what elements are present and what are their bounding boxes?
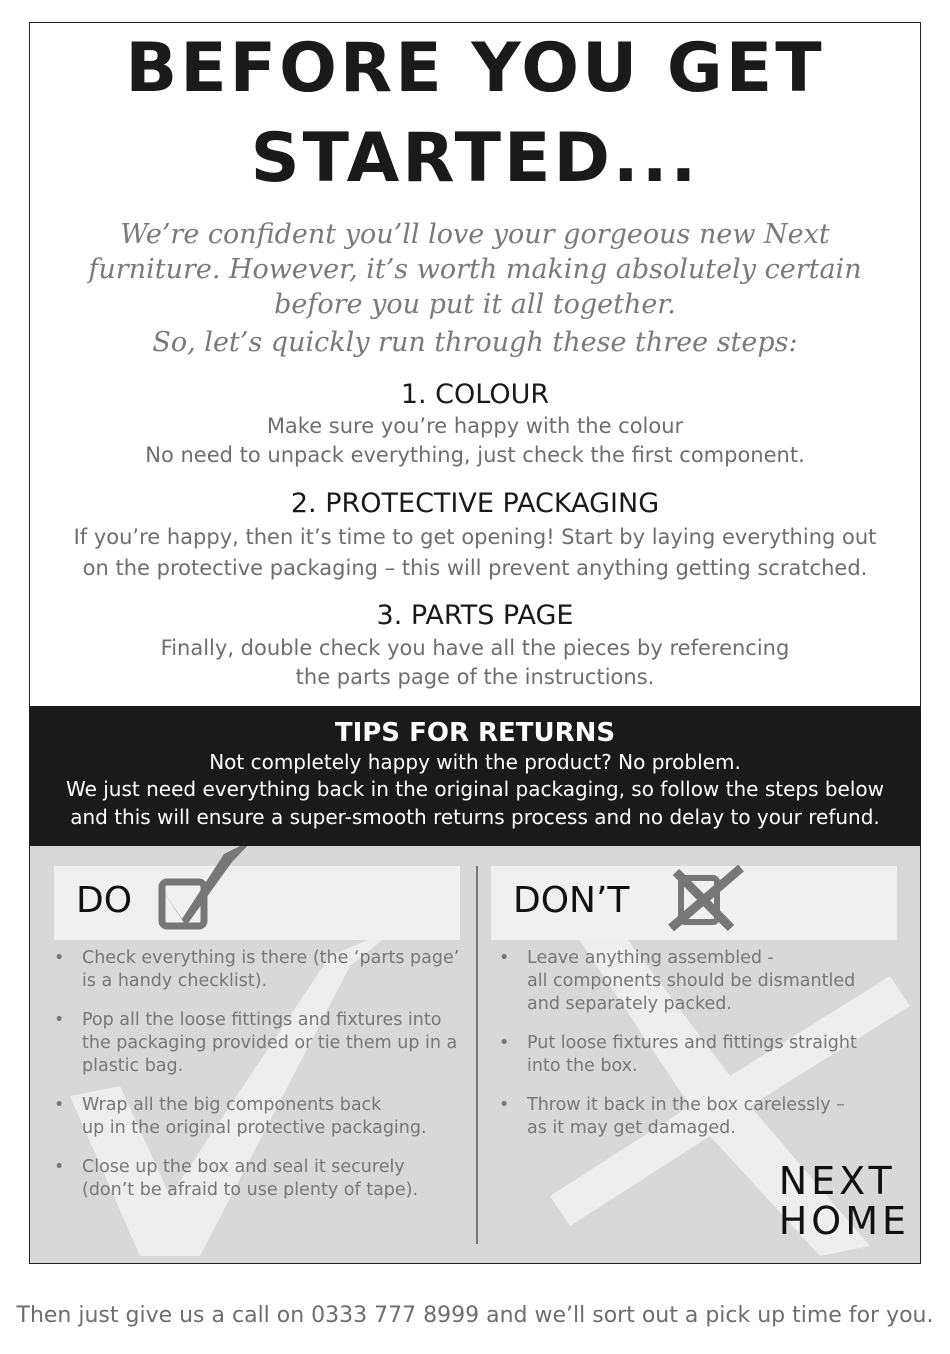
- do-header: [54, 866, 460, 940]
- intro-line: We’re confident you’ll love your gorgeous new Next: [120, 219, 830, 250]
- step-heading: 1. COLOUR: [400, 379, 550, 410]
- do-item: • Check everything is there (the ‘parts page’ is a handy checklist).: [54, 947, 459, 993]
- column-divider: [476, 866, 478, 1244]
- do-item: • Pop all the loose fittings and fixtures into the packaging provided or tie them up in a plastic bag.: [54, 1009, 459, 1078]
- checkbox-check-icon: [154, 846, 264, 944]
- title-line-1: BEFORE YOU GET: [125, 29, 825, 108]
- step-text: on the protective packaging – this will prevent anything getting scratched.: [82, 556, 868, 580]
- step-text: the parts page of the instructions.: [295, 665, 655, 689]
- do-dont-panel: [30, 846, 920, 1263]
- do-item: • Wrap all the big components back up in the original protective packaging.: [54, 1094, 459, 1140]
- next-home-logo: NEXT HOME: [778, 1159, 910, 1243]
- intro-line: furniture. However, it’s worth making absolutely certain: [88, 254, 862, 285]
- dont-item: • Leave anything assembled - all components should be dismantled and separately packed.: [499, 947, 857, 1016]
- dont-list: [499, 947, 857, 1156]
- dont-item: • Put loose fixtures and fittings straight into the box.: [499, 1032, 857, 1078]
- returns-banner: [29, 706, 921, 846]
- step-heading: 2. PROTECTIVE PACKAGING: [290, 488, 660, 519]
- returns-heading: TIPS FOR RETURNS: [334, 718, 616, 748]
- title-line-2: STARTED...: [250, 119, 700, 198]
- footer-text: Then just give us a call on 0333 777 8999 and we’ll sort out a pick up time for you.: [16, 1303, 934, 1328]
- do-label: DO: [76, 880, 133, 921]
- do-list: [54, 947, 459, 1218]
- do-item: • Close up the box and seal it securely (don’t be afraid to use plenty of tape).: [54, 1156, 459, 1202]
- returns-text: and this will ensure a super-smooth returns process and no delay to your refund.: [70, 805, 880, 829]
- step-text: Finally, double check you have all the pieces by referencing: [160, 636, 790, 660]
- step-heading: 3. PARTS PAGE: [376, 600, 574, 631]
- intro-line: So, let’s quickly run through these three steps:: [152, 327, 798, 358]
- dont-header: [491, 866, 897, 940]
- checkbox-cross-icon: [671, 858, 761, 948]
- dont-item: • Throw it back in the box carelessly – as it may get damaged.: [499, 1094, 857, 1140]
- step-text: Make sure you’re happy with the colour: [266, 414, 684, 438]
- returns-text: We just need everything back in the original packaging, so follow the steps below: [65, 777, 885, 801]
- dont-label: DON’T: [513, 880, 630, 921]
- step-text: If you’re happy, then it’s time to get opening! Start by laying everything out: [73, 525, 877, 549]
- returns-text: Not completely happy with the product? No problem.: [209, 750, 741, 774]
- intro-line: before you put it all together.: [274, 289, 676, 320]
- step-text: No need to unpack everything, just check the first component.: [145, 443, 805, 467]
